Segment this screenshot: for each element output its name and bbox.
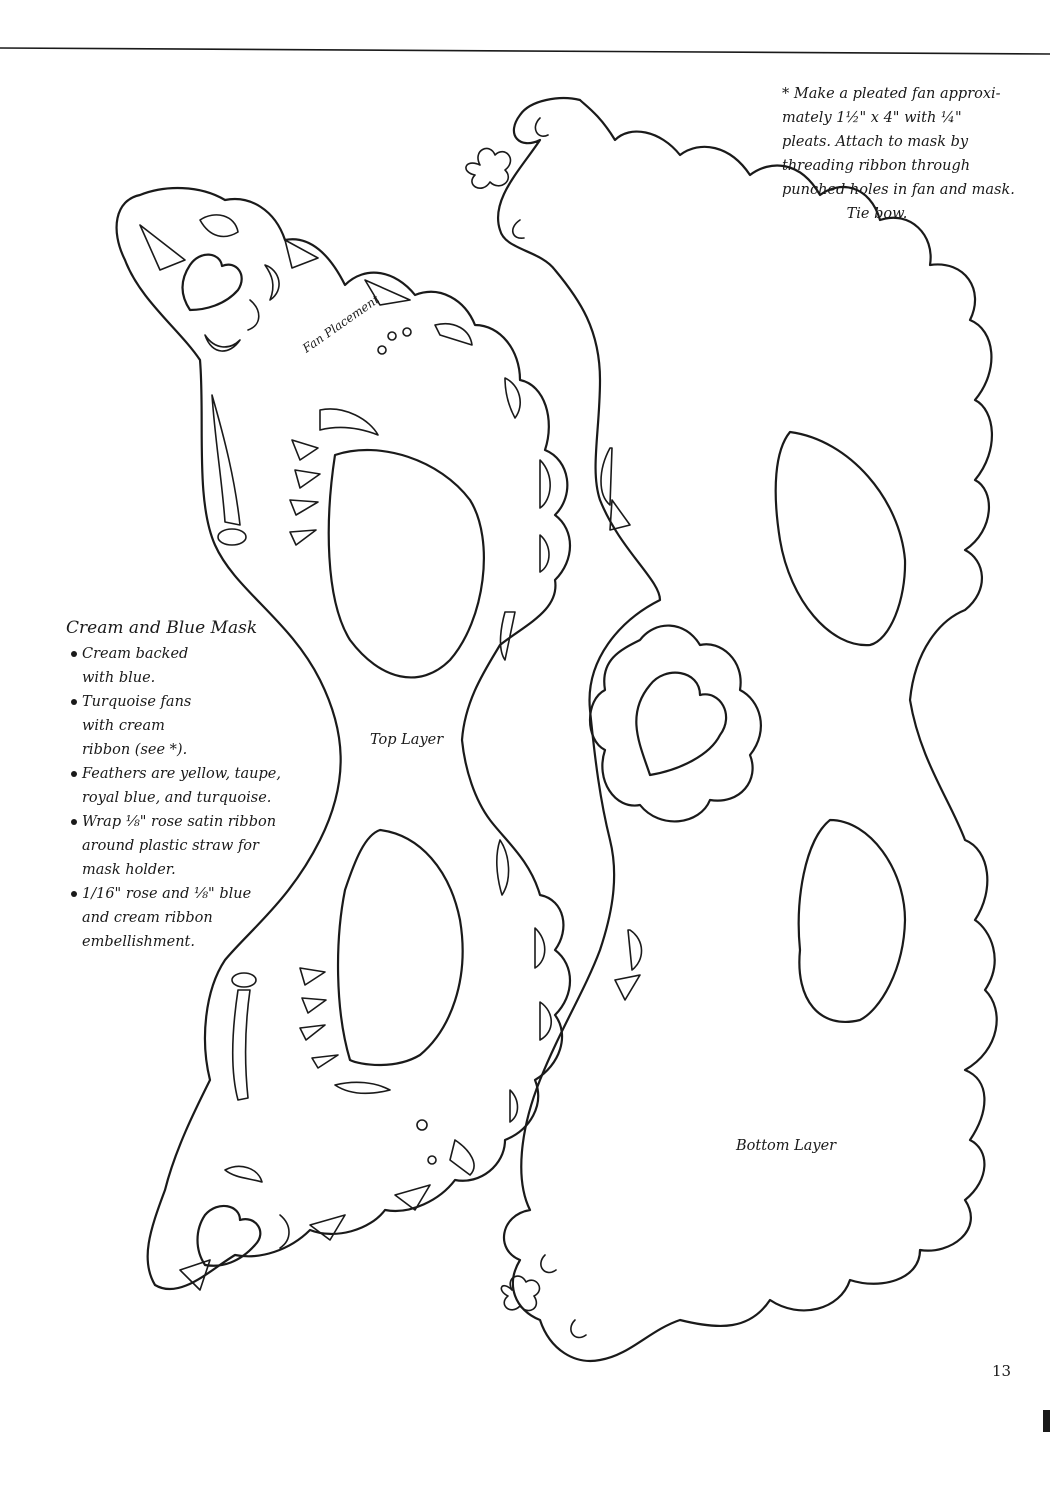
- top-cutout: [310, 1215, 345, 1240]
- instruction-item: [66, 762, 286, 810]
- top-cutout: [540, 460, 550, 508]
- bottom-small-flower: [466, 148, 511, 188]
- top-cutout: [505, 378, 520, 418]
- note-line: Tie bow.: [846, 206, 908, 222]
- top-layer-eye-lower: [338, 830, 463, 1065]
- top-cutout: [212, 395, 240, 525]
- instruction-line: and cream ribbon: [82, 910, 213, 926]
- bottom-layer-label: Bottom Layer: [736, 1138, 837, 1154]
- instruction-line: ribbon (see *).: [82, 742, 188, 758]
- bottom-cutout: [535, 118, 548, 136]
- top-lash: [290, 500, 318, 515]
- fan-hole: [388, 332, 396, 340]
- instructions-list: [66, 642, 286, 954]
- fan-hole: [403, 328, 411, 336]
- bottom-layer-outline: [498, 98, 997, 1361]
- bottom-cutout: [513, 220, 524, 238]
- instruction-line: mask holder.: [82, 862, 176, 878]
- top-lash: [312, 1055, 338, 1068]
- top-lash: [302, 998, 326, 1013]
- top-heart: [183, 255, 242, 310]
- top-cutout: [280, 1215, 289, 1248]
- instructions-title: Cream and Blue Mask: [66, 618, 258, 638]
- fan-hole: [378, 346, 386, 354]
- instruction-line: with blue.: [82, 670, 156, 686]
- top-layer-label: Top Layer: [370, 732, 444, 748]
- top-cutout: [140, 225, 185, 270]
- instruction-line: with cream: [82, 718, 165, 734]
- top-cutout: [232, 973, 256, 987]
- top-cutout: [435, 324, 472, 345]
- fan-placement-label: Fan Placement: [300, 292, 382, 356]
- top-lash: [290, 530, 316, 545]
- scan-edge-line: [0, 48, 1050, 54]
- instruction-line: embellishment.: [82, 934, 195, 950]
- top-cutout: [205, 335, 240, 351]
- instruction-item: [66, 882, 286, 954]
- top-cutout: [510, 1090, 518, 1122]
- top-cutout: [225, 1166, 262, 1182]
- instruction-item: [66, 690, 286, 762]
- top-cutout: [540, 1002, 551, 1040]
- instruction-item: [66, 810, 286, 882]
- note-line: threading ribbon through: [782, 158, 971, 174]
- instruction-line: Cream backed: [82, 646, 189, 662]
- bottom-cutout: [628, 930, 642, 970]
- bottom-layer-flower: [590, 626, 761, 822]
- top-hole: [428, 1156, 436, 1164]
- top-cutout: [450, 1140, 474, 1175]
- top-cutout: [497, 840, 509, 895]
- bottom-cutout: [541, 1255, 556, 1272]
- bottom-cutout: [571, 1320, 586, 1337]
- top-layer-eye-upper: [329, 450, 484, 677]
- top-lash: [300, 968, 325, 985]
- bottom-layer-eye-lower: [799, 820, 905, 1022]
- top-cutout: [395, 1185, 430, 1210]
- top-lash: [295, 470, 320, 488]
- instruction-line: royal blue, and turquoise.: [82, 790, 272, 806]
- top-lash: [292, 440, 318, 460]
- top-lash: [320, 409, 378, 435]
- top-hole: [417, 1120, 427, 1130]
- top-cutout: [265, 265, 279, 300]
- top-cutout: [535, 928, 545, 968]
- fan-instructions-note: [782, 82, 1032, 226]
- bottom-cutout: [601, 448, 612, 505]
- corner-mark: [1043, 1410, 1050, 1432]
- top-cutout: [233, 990, 250, 1100]
- top-cutout: [540, 535, 549, 572]
- mask-instructions: [66, 618, 286, 954]
- bottom-cutout: [615, 975, 640, 1000]
- bottom-small-flower: [501, 1276, 539, 1310]
- instruction-line: 1/16" rose and ⅛" blue: [82, 886, 252, 902]
- top-cutout: [200, 215, 238, 237]
- page-number: 13: [992, 1362, 1012, 1380]
- note-line: * Make a pleated fan approxi-: [782, 86, 1001, 102]
- instruction-line: Feathers are yellow, taupe,: [82, 766, 281, 782]
- instruction-line: Wrap ⅛" rose satin ribbon: [82, 814, 277, 830]
- bottom-layer-eye-upper: [776, 432, 905, 645]
- top-cutout: [218, 529, 246, 545]
- bottom-layer-heart: [636, 673, 726, 775]
- top-lash: [335, 1082, 390, 1093]
- instruction-item: [66, 642, 286, 690]
- top-lash: [300, 1025, 325, 1040]
- note-line: pleats. Attach to mask by: [782, 134, 969, 150]
- top-cutout: [248, 300, 259, 330]
- instruction-line: Turquoise fans: [82, 694, 192, 710]
- note-line: mately 1½" x 4" with ¼": [782, 110, 962, 126]
- note-line: punched holes in fan and mask.: [782, 182, 1015, 198]
- instruction-line: around plastic straw for: [82, 838, 259, 854]
